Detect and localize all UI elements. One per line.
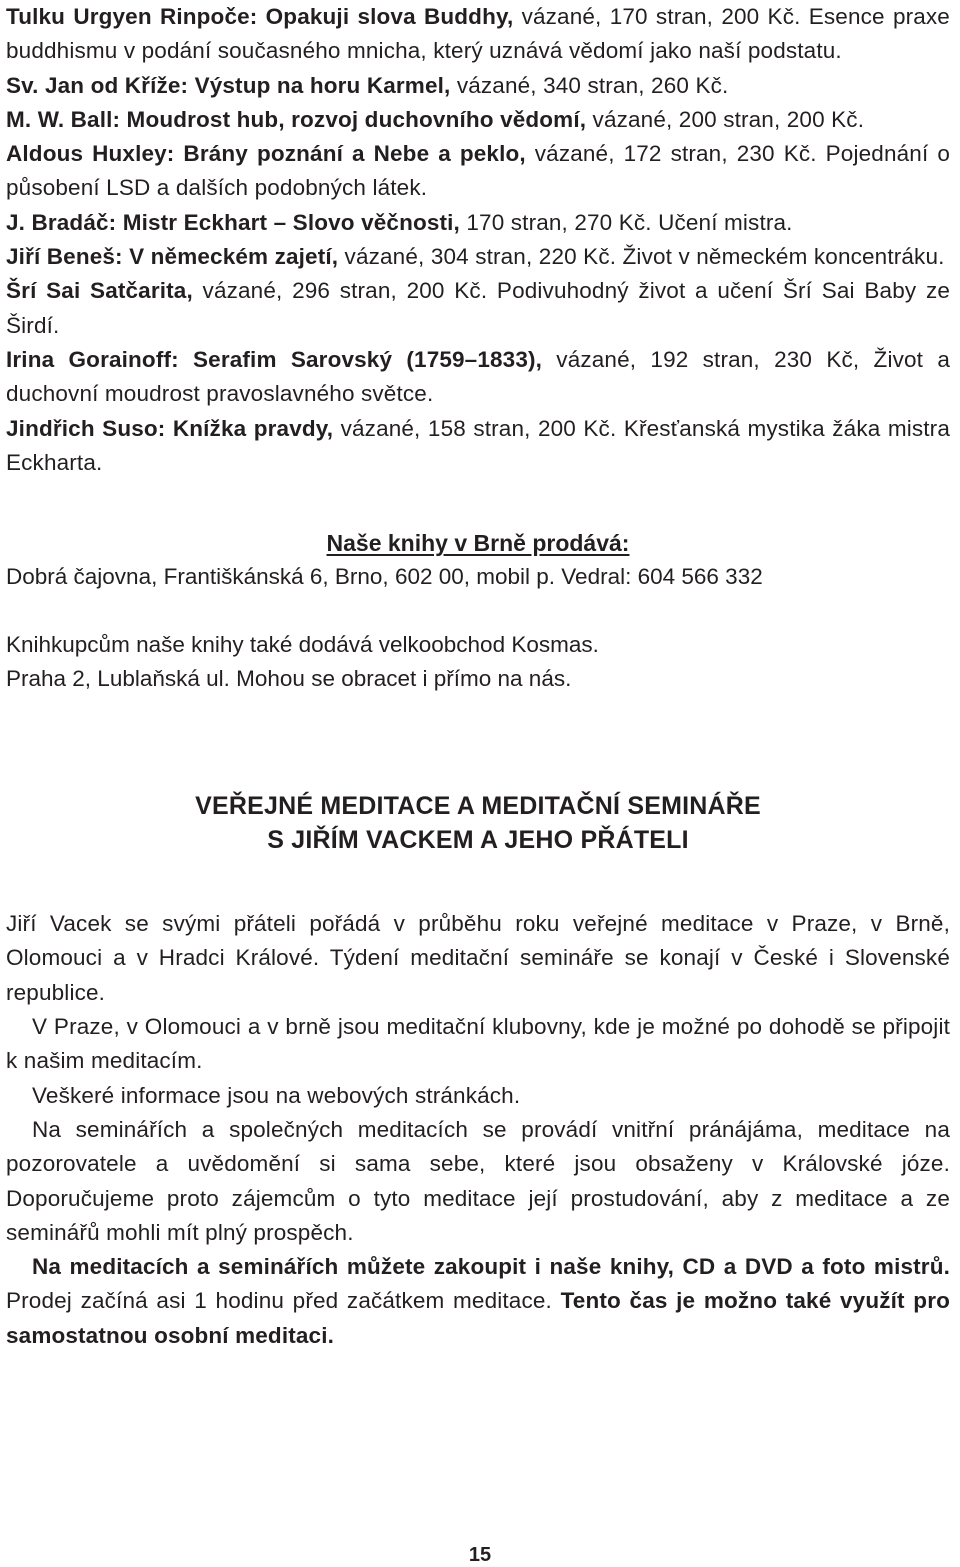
wholesale-line-1: Knihkupcům naše knihy také dodává velkoobchod Kosmas.: [6, 632, 599, 658]
seminar-heading-line-2: S JIŘÍM VACKEM A JEHO PŘÁTELI: [267, 826, 689, 855]
book-entry: [6, 240, 950, 274]
book-details: vázané, 296 stran, 200 Kč.: [192, 278, 488, 304]
book-title: Jiří Beneš: V německém zajetí,: [6, 244, 339, 270]
seminar-heading: [6, 789, 950, 857]
book-entry: [6, 343, 950, 412]
seminar-paragraph-5-normal: Prodej začíná asi 1 hodinu před začátkem meditace.: [6, 1288, 561, 1314]
book-details: 170 stran, 270 Kč.: [459, 209, 652, 235]
seminar-paragraph-5: [6, 1250, 950, 1353]
book-title: Šrí Sai Satčarita,: [6, 278, 193, 304]
book-entry: [6, 69, 950, 103]
book-description: Život a duchovní moudrost pravoslavného světce.: [6, 346, 950, 407]
book-description: Esence praxe buddhismu v podání současného mnicha, který uznává vědomí jako naší podstatu.: [6, 4, 950, 64]
book-entry: [6, 274, 950, 343]
book-description: Pojednání o působení LSD a dalších podobných látek.: [6, 141, 950, 201]
book-entry: [6, 0, 950, 69]
book-entry: [6, 412, 950, 481]
page: [6, 0, 950, 1353]
brno-seller-line: Dobrá čajovna, Františkánská 6, Brno, 602 00, mobil p. Vedral: 604 566 332: [6, 564, 763, 590]
brno-seller-section: [6, 526, 950, 594]
book-details: vázané, 192 stran, 230 Kč,: [542, 346, 860, 372]
book-title: Aldous Huxley: Brány poznání a Nebe a peklo,: [6, 141, 526, 167]
book-details: vázané, 200 stran, 200 Kč.: [586, 106, 865, 132]
seminar-paragraph-3: Veškeré informace jsou na webových stránkách.: [32, 1082, 521, 1108]
brno-heading: Naše knihy v Brně prodává:: [326, 530, 630, 557]
book-details: vázané, 170 stran, 200 Kč.: [513, 4, 801, 29]
seminar-paragraph-5-bold-1: Na meditacích a seminářích můžete zakoupit i naše knihy, CD a DVD a foto mistrů.: [32, 1254, 950, 1280]
book-details: vázané, 304 stran, 220 Kč.: [338, 244, 617, 270]
book-description: Učení mistra.: [651, 209, 793, 235]
seminar-paragraph-2: V Praze, v Olomouci a v brně jsou meditační klubovny, kde je možné po dohodě se připojit k našim meditacím.: [6, 1014, 950, 1074]
book-title: Irina Gorainoff: Serafim Sarovský (1759–1833),: [6, 346, 543, 372]
seminar-body: [6, 907, 950, 1353]
wholesale-section: [6, 628, 950, 696]
wholesale-line-2: Praha 2, Lublaňská ul. Mohou se obracet i přímo na nás.: [6, 666, 572, 692]
page-number: 15: [468, 1544, 492, 1566]
book-description: Křesťanská mystika žáka mistra Eckharta.: [6, 415, 950, 475]
seminar-paragraph-4: Na seminářích a společných meditacích se provádí vnitřní pránájáma, meditace na pozorovatele a uvědomění si sama sebe, které jsou obsaženy v Královské józe. Doporučujeme proto zájemcům o tyto meditace její prostudování, aby z meditace a ze seminářů mohli mít plný prospěch.: [6, 1116, 950, 1245]
book-details: vázané, 158 stran, 200 Kč.: [333, 415, 617, 441]
seminar-paragraph-5-bold-2: Tento čas je možno také využít pro samostatnou osobní meditaci.: [6, 1288, 950, 1348]
book-title: J. Bradáč: Mistr Eckhart – Slovo věčnosti,: [6, 209, 460, 235]
book-description: Podivuhodný život a učení Šrí Sai Baby ze Širdí.: [6, 278, 951, 338]
book-list: [6, 0, 950, 480]
book-entry: [6, 103, 950, 137]
book-entry: [6, 137, 950, 206]
book-description: Život v německém koncentráku.: [616, 244, 945, 270]
book-entry: [6, 206, 950, 240]
book-title: M. W. Ball: Moudrost hub, rozvoj duchovního vědomí,: [6, 106, 587, 132]
book-title: Jindřich Suso: Knížka pravdy,: [6, 415, 334, 441]
book-title: Sv. Jan od Kříže: Výstup na horu Karmel,: [6, 72, 451, 98]
book-details: vázané, 172 stran, 230 Kč.: [525, 141, 817, 167]
book-details: vázané, 340 stran, 260 Kč.: [450, 72, 729, 98]
seminar-paragraph-1: Jiří Vacek se svými přáteli pořádá v průběhu roku veřejné meditace v Praze, v Brně, Olomouci a v Hradci Králové. Týdení meditační semináře se konají v České i Slovenské republice.: [6, 911, 950, 1005]
book-title: Tulku Urgyen Rinpoče: Opakuji slova Buddhy,: [6, 4, 514, 29]
seminar-heading-line-1: VEŘEJNÉ MEDITACE A MEDITAČNÍ SEMINÁŘE: [195, 792, 761, 821]
